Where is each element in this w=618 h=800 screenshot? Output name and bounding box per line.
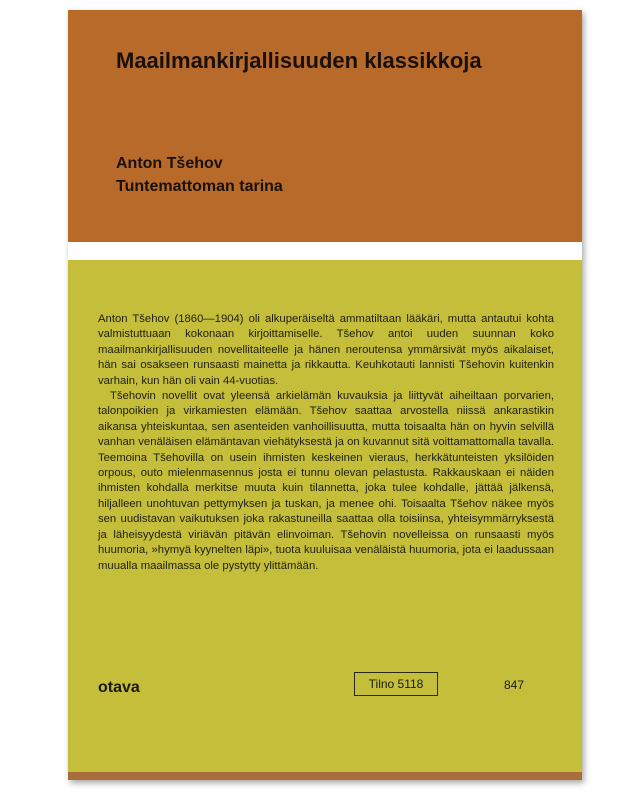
blurb-paragraph-2: Tšehovin novellit ovat yleensä arkielämän kuvauksia ja liittyvät aiheiltaan porvarien, talonpoikien ja virkamiesten elämään. Tšehov saattaa arvostella niissä ankarastikin aikansa yhteiskuntaa, sen asenteiden vanhoillisuutta, mutta toisaalta hän on hyvin selvillä vanhan venäläisen elämäntavan viehätyksestä ja on kuvannut sitä voittamattomalla tavalla. Teemoina Tšehovilla on usein ihmisten keskeinen vieraus, herkkätunteisten yksilöiden orpous, outo mielenmasennus josta ei tunnu olevan pelastusta. Rakkauskaan ei näiden ihmisten kohdalla merkitse muuta kuin tilannetta, joka tulee kohdalle, jättää jälkensä, hiljalleen unohtuvan pettymyksen ja tuskan, ja menee ohi. Toisaalta Tšehov näkee myös sen uudistavan vaikutuksen joka rakastuneilla saattaa olla toisiinsa, yhteisymmärryksestä ja läheisyydestä viriävän pitävän elinvoiman. Tšehovin novelleissa on runsaasti myös huumoria, »hymyä kyynelten läpi», tuota kuuluisaa venäläistä huumoria, jota ei laadussaan muualla maailmassa ole pystytty ylittämään. — [98, 390, 554, 572]
bottom-edge — [68, 772, 582, 780]
blurb-text — [98, 312, 554, 574]
tilno-box: Tilno 5118 — [354, 672, 438, 696]
product-code: 847 — [504, 678, 525, 692]
series-title: Maailmankirjallisuuden klassikkoja — [116, 48, 482, 73]
publisher-logo: otava — [98, 679, 140, 696]
book-back-cover — [68, 10, 582, 780]
white-stripe — [68, 242, 582, 260]
cover-text-panel — [68, 260, 582, 772]
cover-top-band — [68, 10, 582, 242]
blurb-paragraph-1: Anton Tšehov (1860—1904) oli alkuperäiseltä ammatiltaan lääkäri, mutta antautui kohta valmistuttuaan kokonaan kirjoittamiselle. Tšehov antoi uuden suunnan koko maailmankirjallisuuden novellitaiteelle ja hänen neroutensa ymmärsivät myös aikalaiset, hän sai osakseen runsaasti mainetta ja rikkautta. Keuhkotauti lannisti Tšehovin kuitenkin varhain, kun hän oli vain 44-vuotias. — [98, 313, 554, 387]
book-title: Tuntemattoman tarina — [116, 178, 283, 195]
author-name: Anton Tšehov — [116, 155, 223, 172]
